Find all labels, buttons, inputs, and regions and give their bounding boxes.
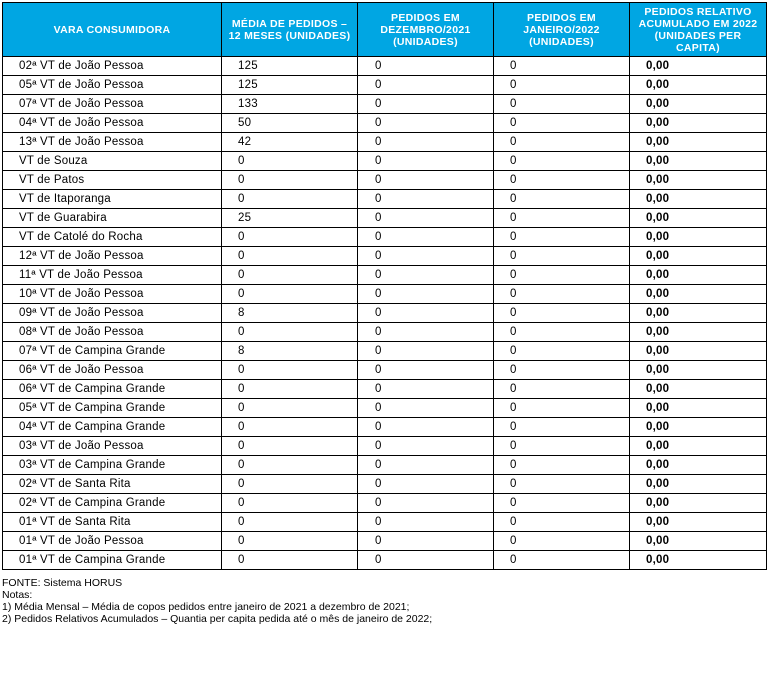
table-row xyxy=(3,171,767,190)
cell-dezembro: 0 xyxy=(358,551,494,570)
cell-relativo: 0,00 xyxy=(630,513,767,532)
cell-relativo: 0,00 xyxy=(630,76,767,95)
cell-janeiro: 0 xyxy=(494,304,630,323)
cell-dezembro: 0 xyxy=(358,285,494,304)
table-row xyxy=(3,228,767,247)
cell-dezembro: 0 xyxy=(358,456,494,475)
cell-vara: 04ª VT de Campina Grande xyxy=(3,418,222,437)
header-relativo: PEDIDOS RELATIVO ACUMULADO EM 2022 (UNIDADES PER CAPITA) xyxy=(630,3,767,57)
cell-media: 0 xyxy=(222,323,358,342)
cell-media: 0 xyxy=(222,247,358,266)
cell-vara: 07ª VT de Campina Grande xyxy=(3,342,222,361)
cell-media: 50 xyxy=(222,114,358,133)
cell-media: 0 xyxy=(222,152,358,171)
notes-title: Notas: xyxy=(2,589,33,601)
cell-janeiro: 0 xyxy=(494,380,630,399)
header-janeiro: PEDIDOS EM JANEIRO/2022 (UNIDADES) xyxy=(494,3,630,57)
cell-relativo: 0,00 xyxy=(630,342,767,361)
header-vara: VARA CONSUMIDORA xyxy=(3,3,222,57)
cell-media: 0 xyxy=(222,266,358,285)
table-row xyxy=(3,513,767,532)
cell-janeiro: 0 xyxy=(494,475,630,494)
cell-dezembro: 0 xyxy=(358,380,494,399)
cell-vara: 06ª VT de João Pessoa xyxy=(3,361,222,380)
cell-relativo: 0,00 xyxy=(630,380,767,399)
cell-dezembro: 0 xyxy=(358,247,494,266)
note-1: 1) Média Mensal – Média de copos pedidos entre janeiro de 2021 a dezembro de 2021; xyxy=(2,601,410,613)
cell-janeiro: 0 xyxy=(494,418,630,437)
cell-vara: 10ª VT de João Pessoa xyxy=(3,285,222,304)
table-row xyxy=(3,152,767,171)
table-row xyxy=(3,361,767,380)
cell-media: 25 xyxy=(222,209,358,228)
cell-vara: 05ª VT de Campina Grande xyxy=(3,399,222,418)
cell-dezembro: 0 xyxy=(358,209,494,228)
cell-dezembro: 0 xyxy=(358,95,494,114)
cell-relativo: 0,00 xyxy=(630,133,767,152)
table-row xyxy=(3,266,767,285)
table-row xyxy=(3,437,767,456)
cell-relativo: 0,00 xyxy=(630,285,767,304)
table-row xyxy=(3,456,767,475)
cell-dezembro: 0 xyxy=(358,437,494,456)
cell-media: 0 xyxy=(222,380,358,399)
cell-media: 0 xyxy=(222,513,358,532)
cell-vara: VT de Patos xyxy=(3,171,222,190)
cell-media: 133 xyxy=(222,95,358,114)
cell-dezembro: 0 xyxy=(358,418,494,437)
cell-relativo: 0,00 xyxy=(630,418,767,437)
cell-vara: VT de Catolé do Rocha xyxy=(3,228,222,247)
table-row xyxy=(3,380,767,399)
cell-janeiro: 0 xyxy=(494,209,630,228)
cell-relativo: 0,00 xyxy=(630,228,767,247)
cell-dezembro: 0 xyxy=(358,494,494,513)
table-row xyxy=(3,551,767,570)
table-row xyxy=(3,323,767,342)
cell-janeiro: 0 xyxy=(494,95,630,114)
cell-relativo: 0,00 xyxy=(630,361,767,380)
cell-media: 42 xyxy=(222,133,358,152)
cell-media: 8 xyxy=(222,342,358,361)
cell-janeiro: 0 xyxy=(494,285,630,304)
cell-media: 0 xyxy=(222,285,358,304)
cell-dezembro: 0 xyxy=(358,361,494,380)
cell-dezembro: 0 xyxy=(358,57,494,76)
cell-relativo: 0,00 xyxy=(630,304,767,323)
cell-janeiro: 0 xyxy=(494,266,630,285)
cell-dezembro: 0 xyxy=(358,323,494,342)
cell-dezembro: 0 xyxy=(358,475,494,494)
table-row xyxy=(3,57,767,76)
cell-media: 125 xyxy=(222,57,358,76)
cell-vara: 04ª VT de João Pessoa xyxy=(3,114,222,133)
cell-relativo: 0,00 xyxy=(630,532,767,551)
cell-relativo: 0,00 xyxy=(630,456,767,475)
cell-vara: VT de Souza xyxy=(3,152,222,171)
source-line: FONTE: Sistema HORUS xyxy=(2,577,123,589)
cell-dezembro: 0 xyxy=(358,171,494,190)
cell-media: 0 xyxy=(222,418,358,437)
cell-dezembro: 0 xyxy=(358,152,494,171)
cell-janeiro: 0 xyxy=(494,76,630,95)
cell-janeiro: 0 xyxy=(494,57,630,76)
table-row xyxy=(3,475,767,494)
cell-vara: 02ª VT de Campina Grande xyxy=(3,494,222,513)
cell-vara: 03ª VT de João Pessoa xyxy=(3,437,222,456)
cell-vara: 11ª VT de João Pessoa xyxy=(3,266,222,285)
cell-relativo: 0,00 xyxy=(630,114,767,133)
cell-vara: 09ª VT de João Pessoa xyxy=(3,304,222,323)
cell-janeiro: 0 xyxy=(494,456,630,475)
cell-janeiro: 0 xyxy=(494,342,630,361)
cell-relativo: 0,00 xyxy=(630,57,767,76)
cell-media: 0 xyxy=(222,190,358,209)
cell-relativo: 0,00 xyxy=(630,437,767,456)
table-body xyxy=(3,57,767,570)
cell-relativo: 0,00 xyxy=(630,494,767,513)
cell-dezembro: 0 xyxy=(358,532,494,551)
cell-janeiro: 0 xyxy=(494,323,630,342)
cell-dezembro: 0 xyxy=(358,76,494,95)
cell-janeiro: 0 xyxy=(494,133,630,152)
table-row xyxy=(3,304,767,323)
cell-media: 0 xyxy=(222,551,358,570)
cell-dezembro: 0 xyxy=(358,228,494,247)
cell-relativo: 0,00 xyxy=(630,152,767,171)
table-row xyxy=(3,532,767,551)
cell-relativo: 0,00 xyxy=(630,209,767,228)
cell-media: 8 xyxy=(222,304,358,323)
cell-media: 0 xyxy=(222,171,358,190)
cell-janeiro: 0 xyxy=(494,190,630,209)
notes-section xyxy=(2,577,432,625)
cell-media: 0 xyxy=(222,228,358,247)
cell-vara: 05ª VT de João Pessoa xyxy=(3,76,222,95)
cell-relativo: 0,00 xyxy=(630,475,767,494)
cell-vara: VT de Guarabira xyxy=(3,209,222,228)
cell-vara: 01ª VT de Santa Rita xyxy=(3,513,222,532)
cell-relativo: 0,00 xyxy=(630,266,767,285)
cell-dezembro: 0 xyxy=(358,513,494,532)
table-row xyxy=(3,342,767,361)
cell-media: 125 xyxy=(222,76,358,95)
table-row xyxy=(3,133,767,152)
table-row xyxy=(3,494,767,513)
cell-media: 0 xyxy=(222,399,358,418)
cell-janeiro: 0 xyxy=(494,114,630,133)
table-row xyxy=(3,95,767,114)
cell-vara: 07ª VT de João Pessoa xyxy=(3,95,222,114)
cell-media: 0 xyxy=(222,475,358,494)
table-row xyxy=(3,114,767,133)
cell-janeiro: 0 xyxy=(494,228,630,247)
cell-dezembro: 0 xyxy=(358,342,494,361)
table-row xyxy=(3,418,767,437)
header-dezembro: PEDIDOS EM DEZEMBRO/2021 (UNIDADES) xyxy=(358,3,494,57)
cell-vara: 01ª VT de Campina Grande xyxy=(3,551,222,570)
cell-janeiro: 0 xyxy=(494,532,630,551)
cell-dezembro: 0 xyxy=(358,266,494,285)
cell-relativo: 0,00 xyxy=(630,551,767,570)
consumption-table xyxy=(2,2,767,570)
cell-janeiro: 0 xyxy=(494,247,630,266)
cell-dezembro: 0 xyxy=(358,190,494,209)
cell-janeiro: 0 xyxy=(494,437,630,456)
cell-vara: 02ª VT de João Pessoa xyxy=(3,57,222,76)
table-row xyxy=(3,209,767,228)
cell-relativo: 0,00 xyxy=(630,247,767,266)
note-2: 2) Pedidos Relativos Acumulados – Quantia per capita pedida até o mês de janeiro de 2022; xyxy=(2,613,433,625)
cell-media: 0 xyxy=(222,456,358,475)
cell-janeiro: 0 xyxy=(494,152,630,171)
cell-media: 0 xyxy=(222,532,358,551)
cell-relativo: 0,00 xyxy=(630,323,767,342)
cell-relativo: 0,00 xyxy=(630,190,767,209)
cell-vara: 12ª VT de João Pessoa xyxy=(3,247,222,266)
table-header-row xyxy=(3,3,767,57)
cell-dezembro: 0 xyxy=(358,399,494,418)
table-row xyxy=(3,399,767,418)
cell-vara: 01ª VT de João Pessoa xyxy=(3,532,222,551)
table-row xyxy=(3,247,767,266)
cell-media: 0 xyxy=(222,437,358,456)
header-media: MÉDIA DE PEDIDOS – 12 MESES (UNIDADES) xyxy=(222,3,358,57)
cell-media: 0 xyxy=(222,361,358,380)
cell-dezembro: 0 xyxy=(358,114,494,133)
cell-vara: VT de Itaporanga xyxy=(3,190,222,209)
cell-janeiro: 0 xyxy=(494,399,630,418)
cell-dezembro: 0 xyxy=(358,133,494,152)
cell-vara: 03ª VT de Campina Grande xyxy=(3,456,222,475)
cell-dezembro: 0 xyxy=(358,304,494,323)
cell-vara: 02ª VT de Santa Rita xyxy=(3,475,222,494)
cell-relativo: 0,00 xyxy=(630,399,767,418)
cell-janeiro: 0 xyxy=(494,171,630,190)
cell-relativo: 0,00 xyxy=(630,171,767,190)
cell-vara: 06ª VT de Campina Grande xyxy=(3,380,222,399)
cell-relativo: 0,00 xyxy=(630,95,767,114)
cell-janeiro: 0 xyxy=(494,513,630,532)
cell-vara: 08ª VT de João Pessoa xyxy=(3,323,222,342)
cell-media: 0 xyxy=(222,494,358,513)
cell-janeiro: 0 xyxy=(494,551,630,570)
cell-janeiro: 0 xyxy=(494,494,630,513)
table-row xyxy=(3,285,767,304)
table-row xyxy=(3,190,767,209)
cell-vara: 13ª VT de João Pessoa xyxy=(3,133,222,152)
table-row xyxy=(3,76,767,95)
cell-janeiro: 0 xyxy=(494,361,630,380)
